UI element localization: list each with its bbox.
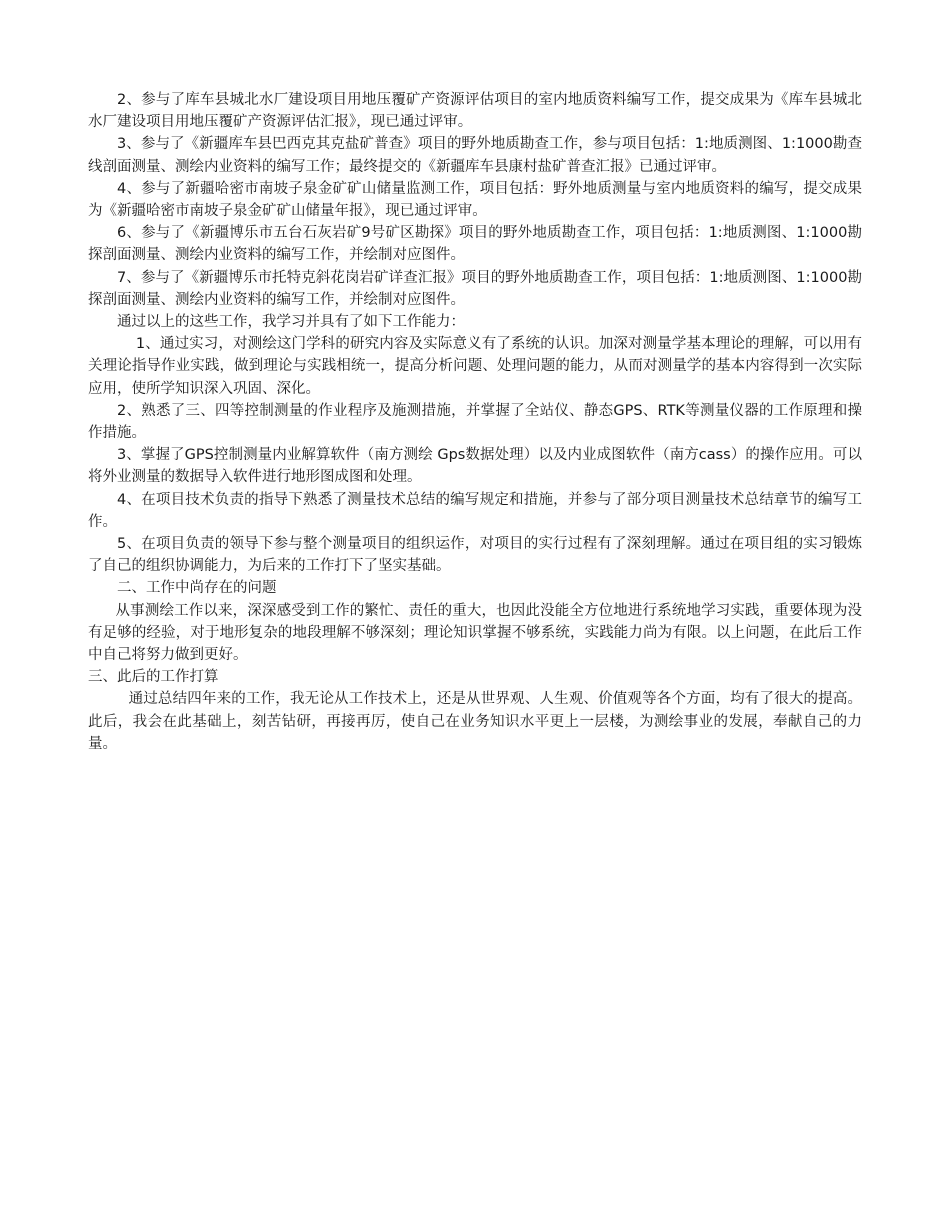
document-body xyxy=(88,89,862,755)
paragraph-item-6: 6、参与了《新疆博乐市五台石灰岩矿9号矿区勘探》项目的野外地质勘查工作，项目包括：1:地质测图、1:1000勘探剖面测量、测绘内业资料的编写工作，并绘制对应图件。 xyxy=(88,225,862,264)
ability-item-2: 2、熟悉了三、四等控制测量的作业程序及施测措施，并掌握了全站仪、静态GPS、RTK等测量仪器的工作原理和操作措施。 xyxy=(88,402,862,442)
problems-paragraph: 从事测绘工作以来，深深感受到工作的繁忙、责任的重大，也因此没能全方位地进行系统地学习实践，重要体现为没有足够的经验，对于地形复杂的地段理解不够深刻；理论知识掌握不够系统，实践能力尚为有限。以上问题，在此后工作中自己将努力做到更好。 xyxy=(88,602,862,664)
section-heading-plans: 三、此后的工作打算 xyxy=(88,669,219,686)
paragraph-item-7: 7、参与了《新疆博乐市托特克斜花岗岩矿详查汇报》项目的野外地质勘查工作，项目包括：1:地质测图、1:1000勘探剖面测量、测绘内业资料的编写工作，并绘制对应图件。 xyxy=(88,269,862,308)
ability-item-3: 3、掌握了GPS控制测量内业解算软件（南方测绘 Gps数据处理）以及内业成图软件（南方cass）的操作应用。可以将外业测量的数据导入软件进行地形图成图和处理。 xyxy=(88,447,862,486)
abilities-intro: 通过以上的这些工作，我学习并具有了如下工作能力： xyxy=(117,314,465,331)
section-heading-problems: 二、工作中尚存在的问题 xyxy=(117,580,277,597)
plans-paragraph: 通过总结四年来的工作，我无论从工作技术上，还是从世界观、人生观、价值观等各个方面，均有了很大的提高。此后，我会在此基础上，刻苦钻研，再接再厉，使自己在业务知识水平更上一层楼，为测绘事业的发展，奉献自己的力量。 xyxy=(88,691,862,752)
ability-item-1: 1、通过实习，对测绘这门学科的研究内容及实际意义有了系统的认识。加深对测量学基本理论的理解，可以用有关理论指导作业实践，做到理论与实践相统一，提高分析问题、处理问题的能力，从而对测量学的基本内容得到一次实际应用，使所学知识深入巩固、深化。 xyxy=(88,336,862,397)
ability-item-4: 4、在项目技术负责的指导下熟悉了测量技术总结的编写规定和措施，并参与了部分项目测量技术总结章节的编写工作。 xyxy=(88,491,862,530)
paragraph-item-3: 3、参与了《新疆库车县巴西克其克盐矿普查》项目的野外地质勘查工作，参与项目包括：1:地质测图、1:1000勘查线剖面测量、测绘内业资料的编写工作；最终提交的《新疆库车县康村盐矿普查汇报》已通过评审。 xyxy=(88,136,862,175)
paragraph-item-4: 4、参与了新疆哈密市南坡子泉金矿矿山储量监测工作，项目包括：野外地质测量与室内地质资料的编写，提交成果为《新疆哈密市南坡子泉金矿矿山储量年报》，现已通过评审。 xyxy=(88,180,862,220)
paragraph-item-2: 2、参与了库车县城北水厂建设项目用地压覆矿产资源评估项目的室内地质资料编写工作，提交成果为《库车县城北水厂建设项目用地压覆矿产资源评估汇报》，现已通过评审。 xyxy=(88,92,862,131)
ability-item-5: 5、在项目负责的领导下参与整个测量项目的组织运作，对项目的实行过程有了深刻理解。通过在项目组的实习锻炼了自己的组织协调能力，为后来的工作打下了坚实基础。 xyxy=(88,536,862,575)
